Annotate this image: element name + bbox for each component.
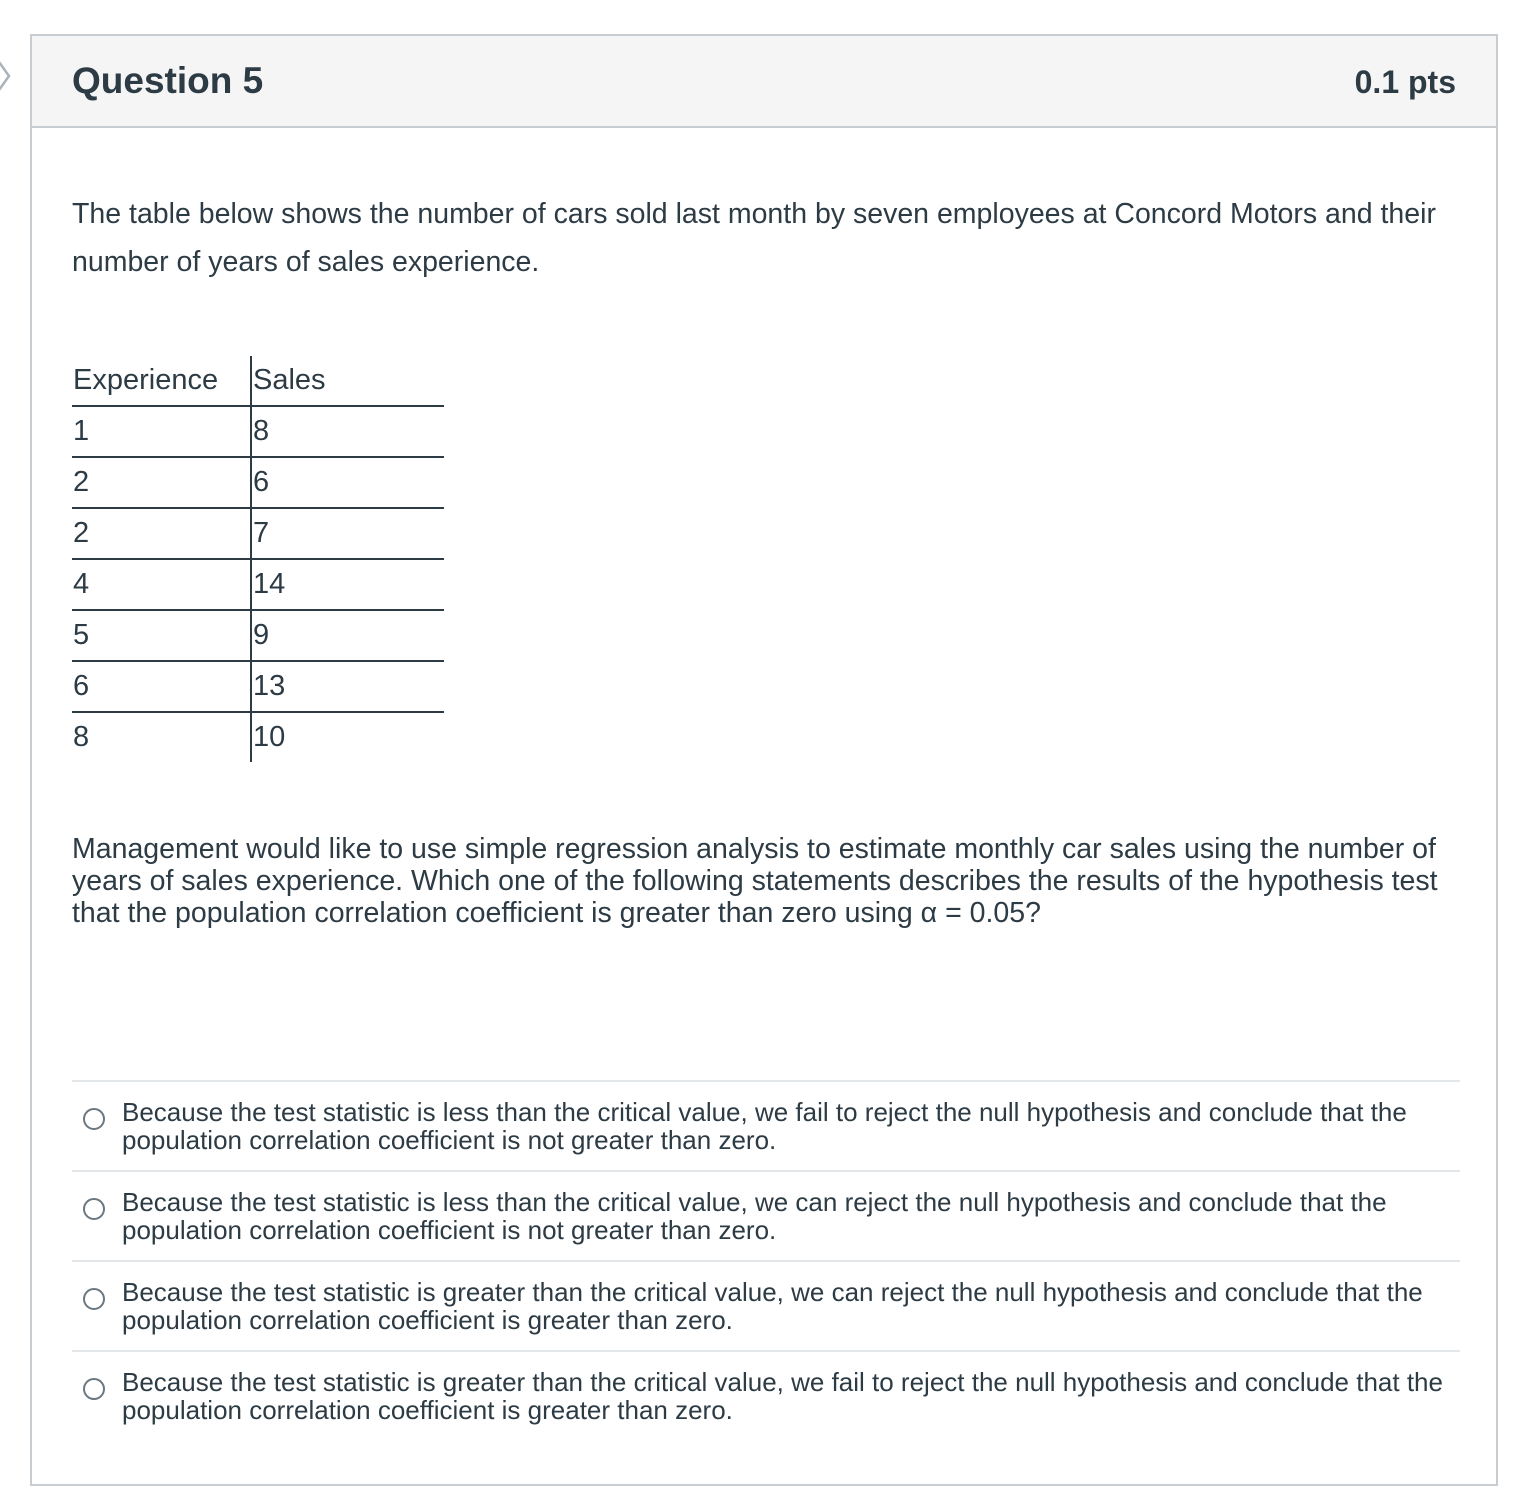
radio-button[interactable] <box>83 1108 105 1130</box>
radio-button[interactable] <box>83 1378 105 1400</box>
radio-button[interactable] <box>83 1198 105 1220</box>
question-prompt: Management would like to use simple regression analysis to estimate monthly car sales using the number of years of sales experience. Which one of the following statements describes the results of the hypothesis test that the population correlation coefficient is greater than zero using α = 0.05? <box>72 833 1438 929</box>
answer-option[interactable] <box>72 1172 1460 1262</box>
table-header-row <box>72 356 444 406</box>
answer-label[interactable]: Because the test statistic is less than the critical value, we can reject the null hypothesis and conclude that the population correlation coefficient is not greater than zero. <box>122 1187 1387 1245</box>
table-header-cell: Sales <box>251 356 444 406</box>
table-row <box>72 712 444 762</box>
table-header-cell: Experience <box>72 356 251 406</box>
table-row <box>72 610 444 661</box>
table-cell: 9 <box>251 610 444 661</box>
table-cell: 13 <box>251 661 444 712</box>
table-cell: 7 <box>251 508 444 559</box>
answer-label[interactable]: Because the test statistic is greater than the critical value, we can reject the null hypothesis and conclude that the population correlation coefficient is greater than zero. <box>122 1277 1423 1335</box>
answer-list <box>72 1080 1460 1442</box>
table-cell: 2 <box>72 508 251 559</box>
answer-label[interactable]: Because the test statistic is greater than the critical value, we fail to reject the null hypothesis and conclude that the population correlation coefficient is greater than zero. <box>122 1367 1443 1425</box>
question-title: Question 5 <box>72 60 264 101</box>
table-cell: 5 <box>72 610 251 661</box>
table-cell: 2 <box>72 457 251 508</box>
answer-option[interactable] <box>72 1082 1460 1172</box>
question-header <box>32 36 1496 128</box>
table-row <box>72 457 444 508</box>
answer-option[interactable] <box>72 1262 1460 1352</box>
radio-button[interactable] <box>83 1288 105 1310</box>
table-row <box>72 406 444 457</box>
table-cell: 6 <box>72 661 251 712</box>
table-cell: 10 <box>251 712 444 762</box>
chevron-right-icon[interactable] <box>0 58 14 94</box>
table-cell: 8 <box>251 406 444 457</box>
table-cell: 14 <box>251 559 444 610</box>
table-row <box>72 508 444 559</box>
table-row <box>72 661 444 712</box>
table-cell: 6 <box>251 457 444 508</box>
question-points: 0.1 pts <box>1354 64 1456 100</box>
table-cell: 8 <box>73 721 90 753</box>
answer-label[interactable]: Because the test statistic is less than the critical value, we fail to reject the null hypothesis and conclude that the population correlation coefficient is not greater than zero. <box>122 1097 1407 1155</box>
table-row <box>72 559 444 610</box>
table-cell: 1 <box>72 406 251 457</box>
question-card <box>30 34 1498 1486</box>
answer-option[interactable] <box>72 1352 1460 1442</box>
data-table <box>72 356 444 762</box>
table-cell: 4 <box>72 559 251 610</box>
question-intro: The table below shows the number of cars sold last month by seven employees at Concord Motors and their number of years of sales experience. <box>72 198 1436 278</box>
